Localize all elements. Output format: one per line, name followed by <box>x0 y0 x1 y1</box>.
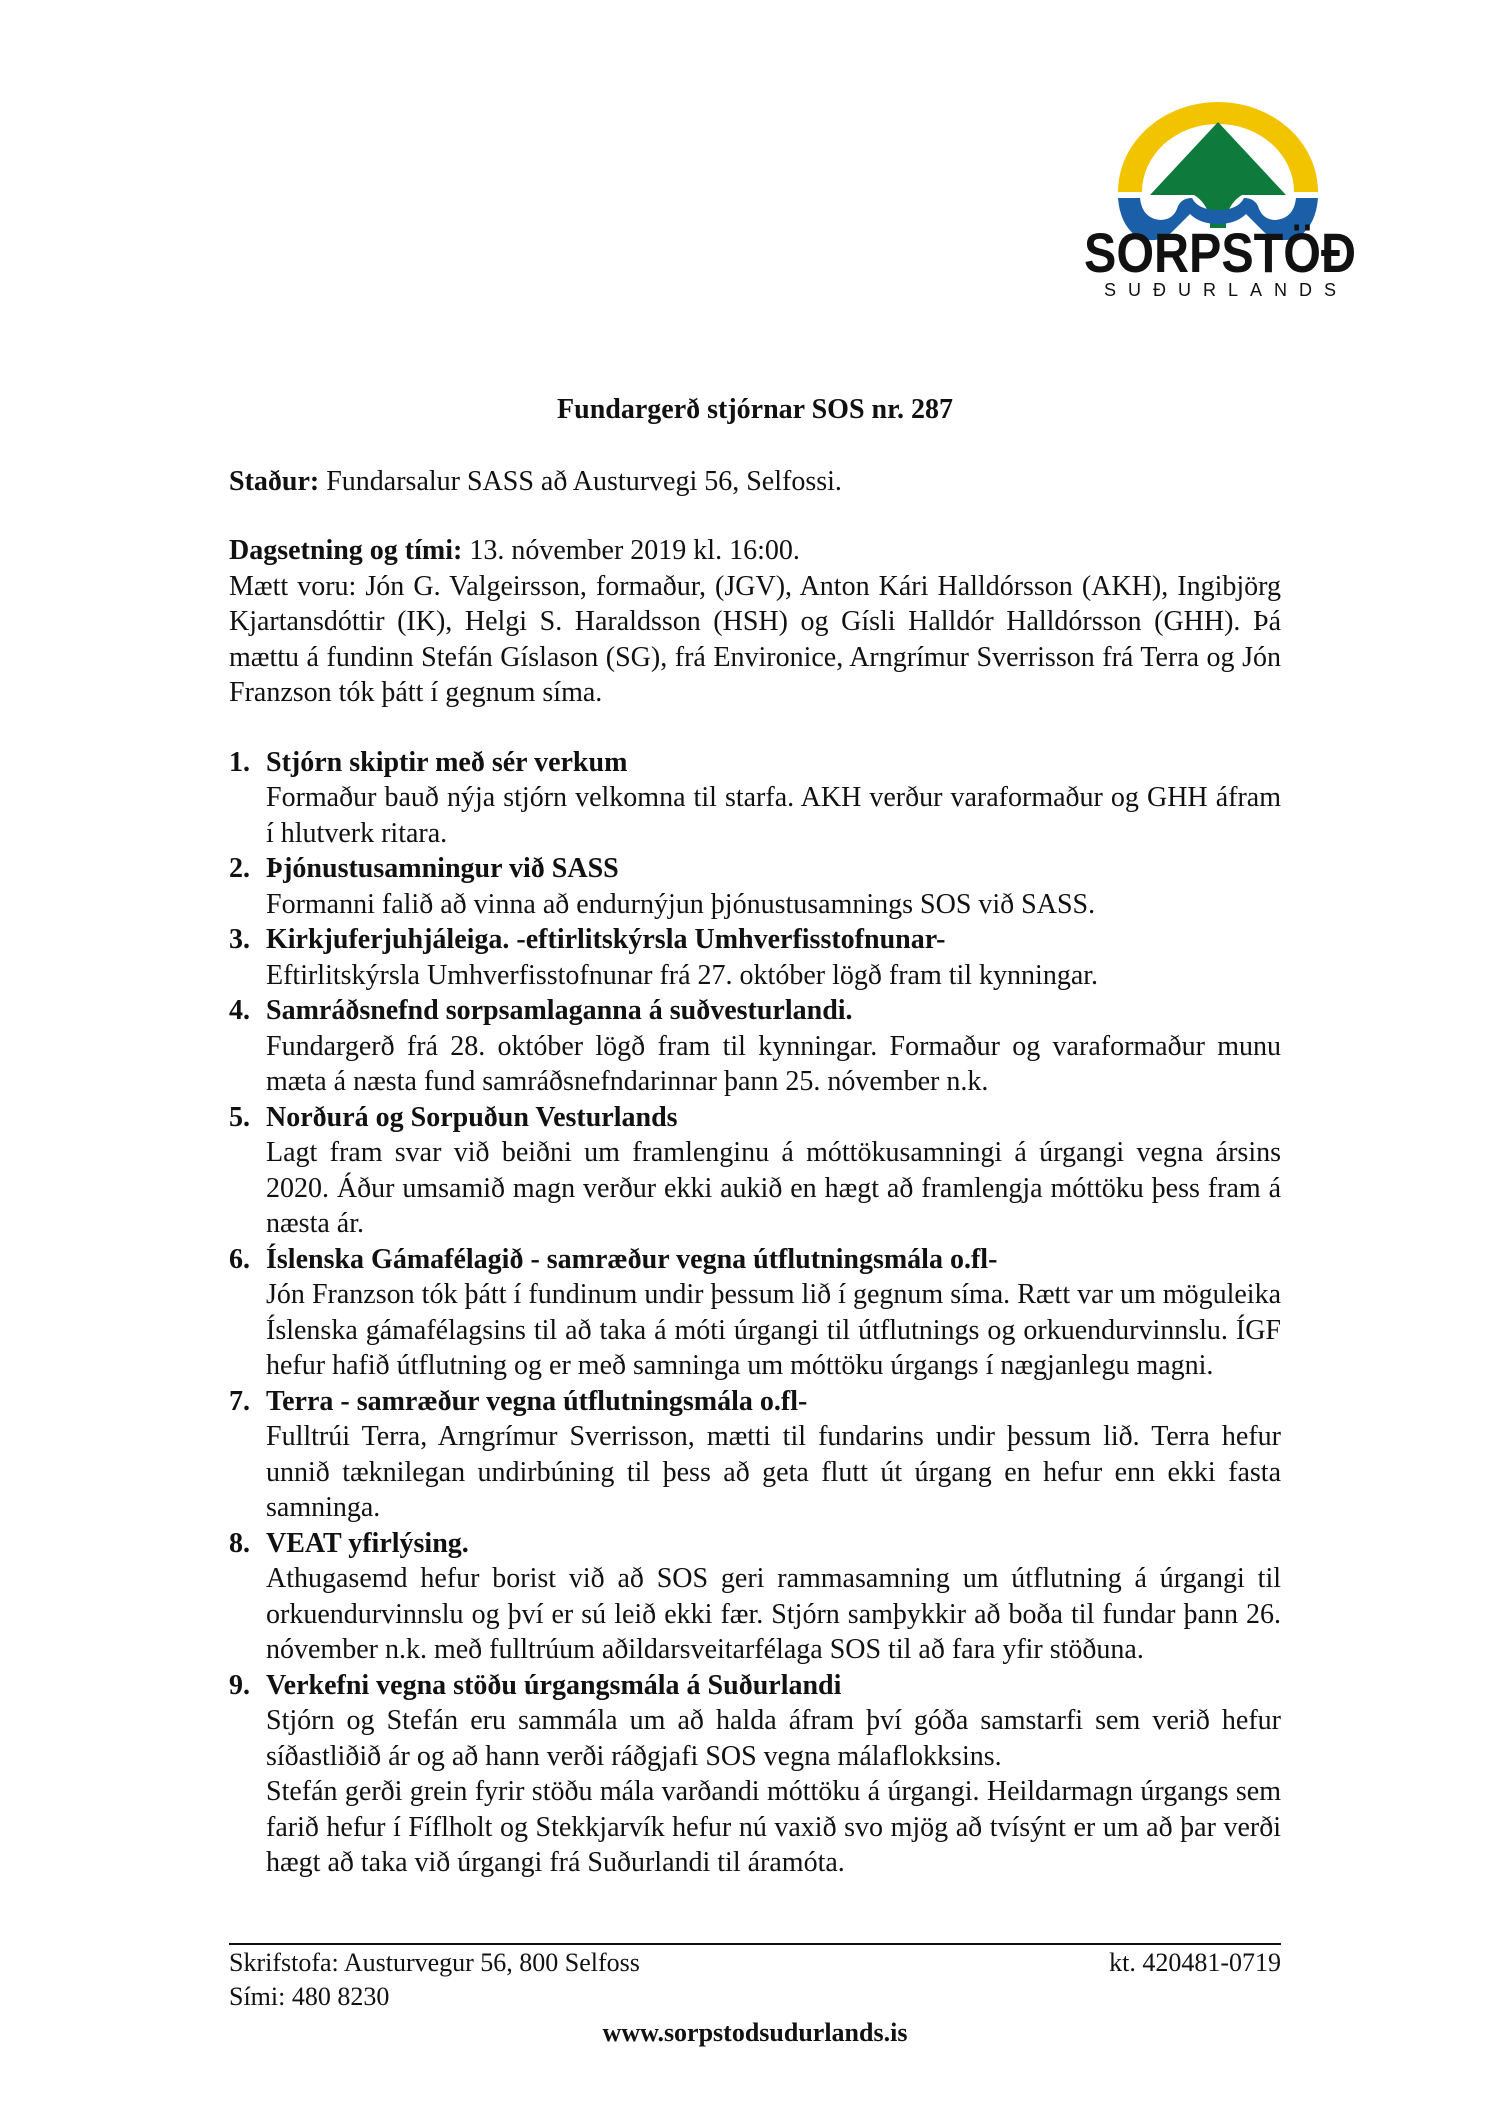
agenda-list <box>229 745 1281 1881</box>
logo-wordmark: SORPSTÖÐ <box>1084 221 1356 284</box>
footer-website-link[interactable]: www.sorpstodsudurlands.is <box>602 2018 908 2047</box>
agenda-item-heading <box>229 851 1281 887</box>
agenda-item-heading <box>229 1242 1281 1278</box>
agenda-item <box>229 851 1281 922</box>
datetime-label: Dagsetning og tími: <box>229 535 463 566</box>
agenda-item <box>229 1242 1281 1384</box>
agenda-item <box>229 745 1281 852</box>
agenda-item <box>229 1526 1281 1668</box>
spacer <box>229 711 1281 745</box>
agenda-item-text: Formanni falið að vinna að endurnýjun þjónustusamnings SOS við SASS. <box>266 888 1096 920</box>
datetime-line <box>229 533 1281 569</box>
agenda-item-number: 1. <box>229 746 250 778</box>
agenda-item-text: Athugasemd hefur borist við að SOS geri rammasamning um útflutning á úrgangi til orkuendurvinnslu og því er sú leið ekki fær. Stjórn samþykkir að boða til fundar þann 26. nóvember n.k. með fulltrúum aðildarsveitarfélaga SOS til að fara yfir stöðuna. <box>266 1563 1281 1665</box>
agenda-item-number: 9. <box>229 1669 250 1701</box>
agenda-item-title: Norðurá og Sorpuðun Vesturlands <box>266 1101 678 1133</box>
agenda-item-number: 3. <box>229 924 250 955</box>
location-line <box>229 464 1281 500</box>
agenda-item-heading <box>229 745 1281 781</box>
agenda-item-number: 4. <box>229 995 250 1026</box>
agenda-item-number: 8. <box>229 1527 250 1559</box>
footer-phone: Sími: 480 8230 <box>229 1982 390 2011</box>
agenda-item-number: 2. <box>229 853 250 884</box>
agenda-item <box>229 993 1281 1100</box>
location-value: Fundarsalur SASS að Austurvegi 56, Selfossi. <box>319 465 842 497</box>
agenda-item-title: Terra - samræður vegna útflutningsmála o.fl- <box>266 1385 808 1417</box>
agenda-item-text: Fundargerð frá 28. október lögð fram til kynningar. Formaður og varaformaður munu mæta á næsta fund samráðsnefndarinnar þann 25. nóvember n.k. <box>266 1030 1281 1097</box>
datetime-value: 13. nóvember 2019 kl. 16:00. <box>462 535 800 566</box>
spacer <box>229 499 1281 533</box>
agenda-item-text: Formaður bauð nýja stjórn velkomna til starfa. AKH verður varaformaður og GHH áfram í hlutverk ritara. <box>266 782 1281 849</box>
agenda-item-heading <box>229 922 1281 958</box>
agenda-item-title: VEAT yfirlýsing. <box>266 1527 469 1559</box>
agenda-item-text: Stefán gerði grein fyrir stöðu mála varðandi móttöku á úrgangi. Heildarmagn úrgangs sem farið hefur í Fíflholt og Stekkjarvík hefur nú vaxið svo mjög að tvísýnt er um að þar verði hægt að taka við úrgangi frá Suðurlandi til áramóta. <box>266 1776 1281 1878</box>
location-label: Staður: <box>229 465 320 497</box>
agenda-item-title: Stjórn skiptir með sér verkum <box>266 746 628 778</box>
agenda-item-title: Samráðsnefnd sorpsamlaganna á suðvesturlandi. <box>266 995 853 1026</box>
agenda-item-title: Kirkjuferjuhjáleiga. -eftirlitskýrsla Umhverfisstofnunar- <box>266 924 946 955</box>
agenda-item <box>229 922 1281 993</box>
footer <box>229 1946 1281 2050</box>
agenda-item-number: 5. <box>229 1101 250 1133</box>
agenda-item <box>229 1100 1281 1242</box>
footer-kennitala: kt. 420481-0719 <box>1109 1948 1281 1977</box>
agenda-item-text: Eftirlitskýrsla Umhverfisstofnunar frá 27. október lögð fram til kynningar. <box>266 959 1099 991</box>
agenda-item-text: Fulltrúi Terra, Arngrímur Sverrisson, mætti til fundarins undir þessum lið. Terra hefur unnið tæknilegan undirbúning til þess að geta flutt út úrgang en hefur enn ekki fasta samninga. <box>266 1421 1281 1523</box>
agenda-item-heading <box>229 1526 1281 1562</box>
agenda-item-title: Verkefni vegna stöðu úrgangsmála á Suðurlandi <box>266 1669 842 1701</box>
agenda-item-number: 7. <box>229 1385 250 1417</box>
footer-office-address: Skrifstofa: Austurvegur 56, 800 Selfoss <box>229 1948 640 1977</box>
agenda-item-heading <box>229 1668 1281 1704</box>
document-body <box>229 392 1281 1881</box>
agenda-item <box>229 1668 1281 1881</box>
sorpstod-logo <box>1068 100 1368 300</box>
agenda-item-title: Íslenska Gámafélagið - samræður vegna útflutningsmála o.fl- <box>266 1243 998 1275</box>
agenda-item-number: 6. <box>229 1243 250 1275</box>
document-title: Fundargerð stjórnar SOS nr. 287 <box>557 394 953 425</box>
agenda-item <box>229 1384 1281 1526</box>
agenda-item-heading <box>229 1384 1281 1420</box>
agenda-item-text: Lagt fram svar við beiðni um framlenginu á móttökusamningi á úrgangi vegna ársins 2020. Áður umsamið magn verður ekki aukið en hægt að framlengja móttöku þess fram á næsta ár. <box>266 1137 1281 1239</box>
logo-subtitle: SUÐURLANDS <box>1103 280 1349 300</box>
agenda-item-text: Jón Franzson tók þátt í fundinum undir þessum lið í gegnum síma. Rætt var um möguleika Íslenska gámafélagsins til að taka á móti úrgangi til útflutnings og orkuendurvinnslu. ÍGF hefur hafið útflutning og er með samninga um móttöku úrgangs í nægjanlegu magni. <box>266 1279 1281 1381</box>
agenda-item-heading <box>229 993 1281 1029</box>
agenda-item-text: Stjórn og Stefán eru sammála um að halda áfram því góða samstarfi sem verið hefur síðastliðið ár og að hann verði ráðgjafi SOS vegna málaflokksins. <box>266 1705 1281 1772</box>
footer-divider <box>229 1943 1281 1945</box>
attendees-paragraph: Mætt voru: Jón G. Valgeirsson, formaður, (JGV), Anton Kári Halldórsson (AKH), Ingibjörg Kjartansdóttir (IK), Helgi S. Haraldsson (HSH) og Gísli Halldór Halldórsson (GHH). Þá mættu á fundinn Stefán Gíslason (SG), frá Environice, Arngrímur Sverrisson frá Terra og Jón Franzson tók þátt í gegnum síma. <box>229 570 1281 708</box>
agenda-item-title: Þjónustusamningur við SASS <box>266 853 619 884</box>
agenda-item-heading <box>229 1100 1281 1136</box>
